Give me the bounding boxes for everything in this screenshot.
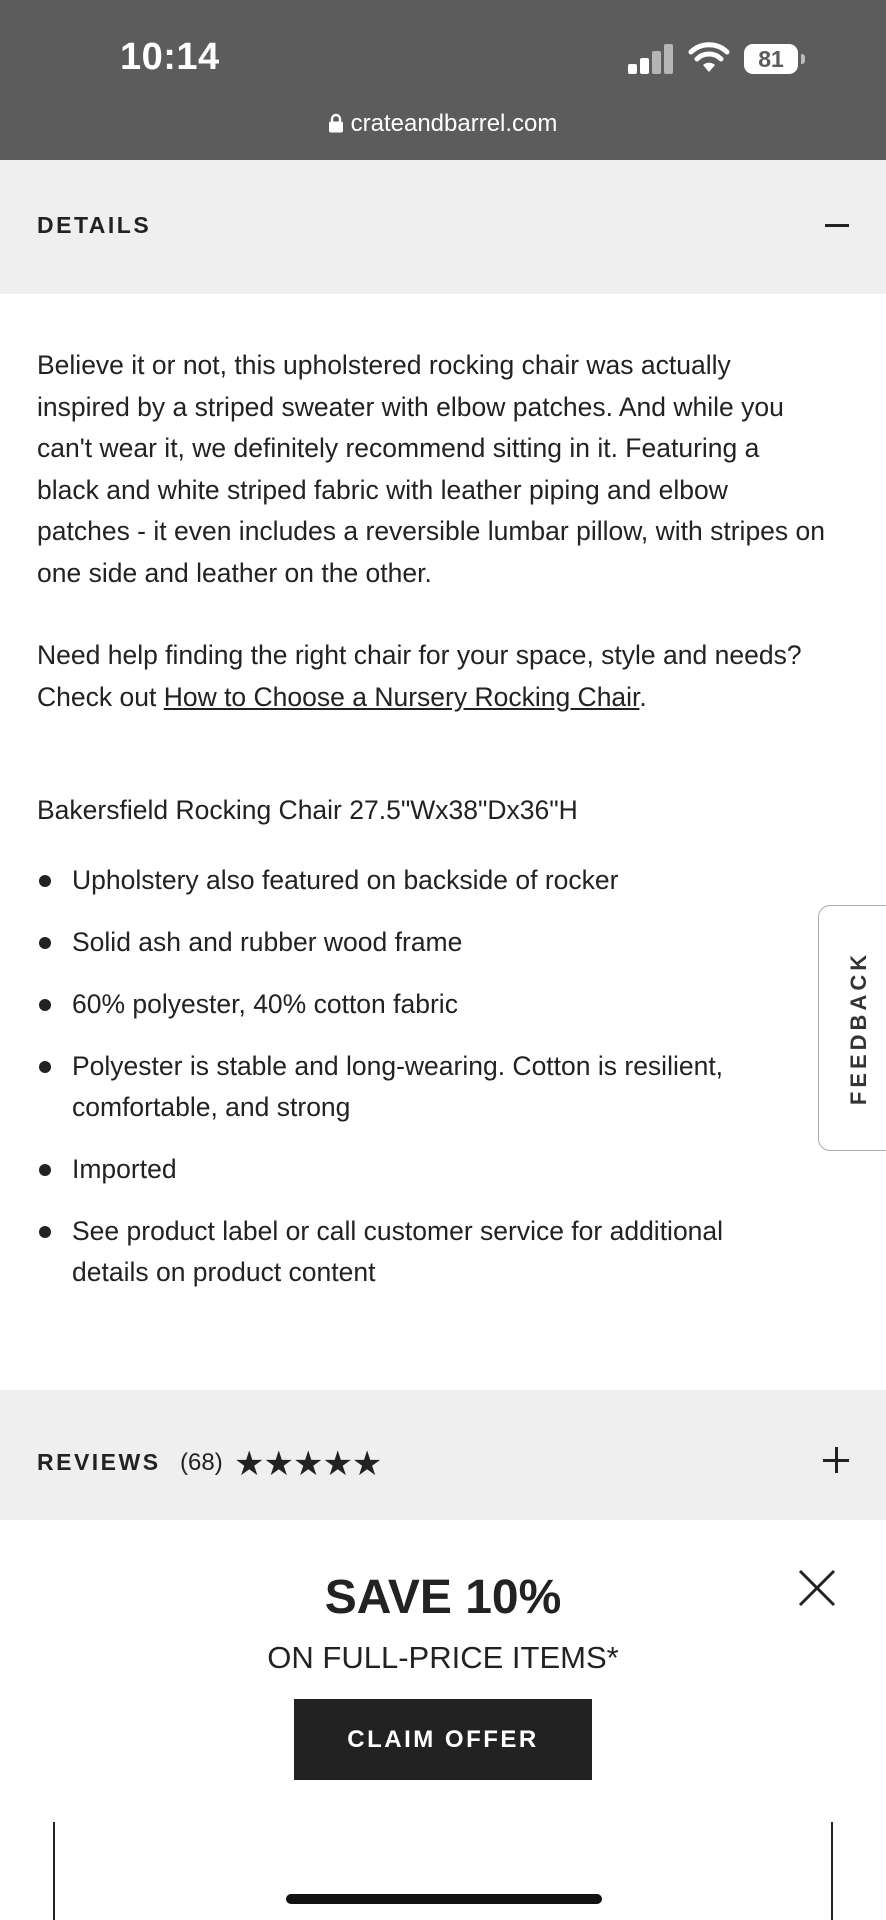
help-paragraph bbox=[37, 635, 827, 718]
lock-icon bbox=[329, 113, 343, 133]
help-text-end: . bbox=[639, 681, 647, 712]
battery-icon bbox=[744, 44, 804, 74]
signal-icon bbox=[628, 44, 674, 74]
reviews-title: REVIEWS bbox=[37, 1449, 161, 1475]
url-bar[interactable] bbox=[0, 110, 886, 138]
feature-item: See product label or call customer service for additional details on product content bbox=[37, 1211, 797, 1293]
home-indicator bbox=[286, 1894, 602, 1904]
claim-offer-button[interactable]: CLAIM OFFER bbox=[294, 1699, 592, 1780]
star-rating: ★★★★★ bbox=[234, 1445, 382, 1483]
minus-icon[interactable] bbox=[825, 224, 849, 227]
close-icon[interactable] bbox=[797, 1568, 837, 1608]
promo-subtitle: ON FULL-PRICE ITEMS* bbox=[267, 1640, 619, 1675]
plus-icon[interactable] bbox=[823, 1447, 849, 1473]
description-paragraph: Believe it or not, this upholstered rocking chair was actually inspired by a striped sweater with elbow patches. And while you can't wear it, we definitely recommend sitting in it. Featuring a black and white striped fabric with leather piping and elbow patches - it even includes a reversible lumbar pillow, with stripes on one side and leather on the other. bbox=[37, 350, 826, 588]
details-accordion-header[interactable] bbox=[0, 160, 886, 294]
frame-line-right bbox=[831, 1822, 833, 1920]
frame-line-left bbox=[53, 1822, 55, 1920]
product-dimensions: Bakersfield Rocking Chair 27.5"Wx38"Dx36"H bbox=[37, 795, 578, 825]
feature-item: 60% polyester, 40% cotton fabric bbox=[37, 984, 797, 1025]
status-time: 10:14 bbox=[120, 36, 220, 78]
reviews-accordion-header[interactable] bbox=[0, 1390, 886, 1520]
reviews-count: (68) bbox=[180, 1449, 223, 1476]
url-text: crateandbarrel.com bbox=[350, 110, 558, 137]
feature-item: Upholstery also featured on backside of rocker bbox=[37, 860, 797, 901]
battery-level: 81 bbox=[744, 44, 798, 74]
wifi-icon bbox=[688, 42, 730, 74]
nursery-rocking-chair-guide-link[interactable]: How to Choose a Nursery Rocking Chair bbox=[163, 681, 640, 712]
promo-banner bbox=[0, 1522, 886, 1920]
feedback-label: FEEDBACK bbox=[846, 950, 871, 1106]
promo-title: SAVE 10% bbox=[324, 1571, 562, 1624]
feature-item: Polyester is stable and long-wearing. Cotton is resilient, comfortable, and strong bbox=[37, 1046, 797, 1128]
features-list bbox=[37, 860, 797, 1314]
details-description bbox=[37, 345, 827, 718]
feature-item: Solid ash and rubber wood frame bbox=[37, 922, 797, 963]
details-title: DETAILS bbox=[37, 212, 152, 238]
feedback-tab[interactable] bbox=[818, 905, 886, 1151]
status-bar bbox=[0, 0, 886, 160]
help-text: Need help finding the right chair for your space, style and needs? Check out bbox=[37, 640, 802, 712]
feature-item: Imported bbox=[37, 1149, 797, 1190]
